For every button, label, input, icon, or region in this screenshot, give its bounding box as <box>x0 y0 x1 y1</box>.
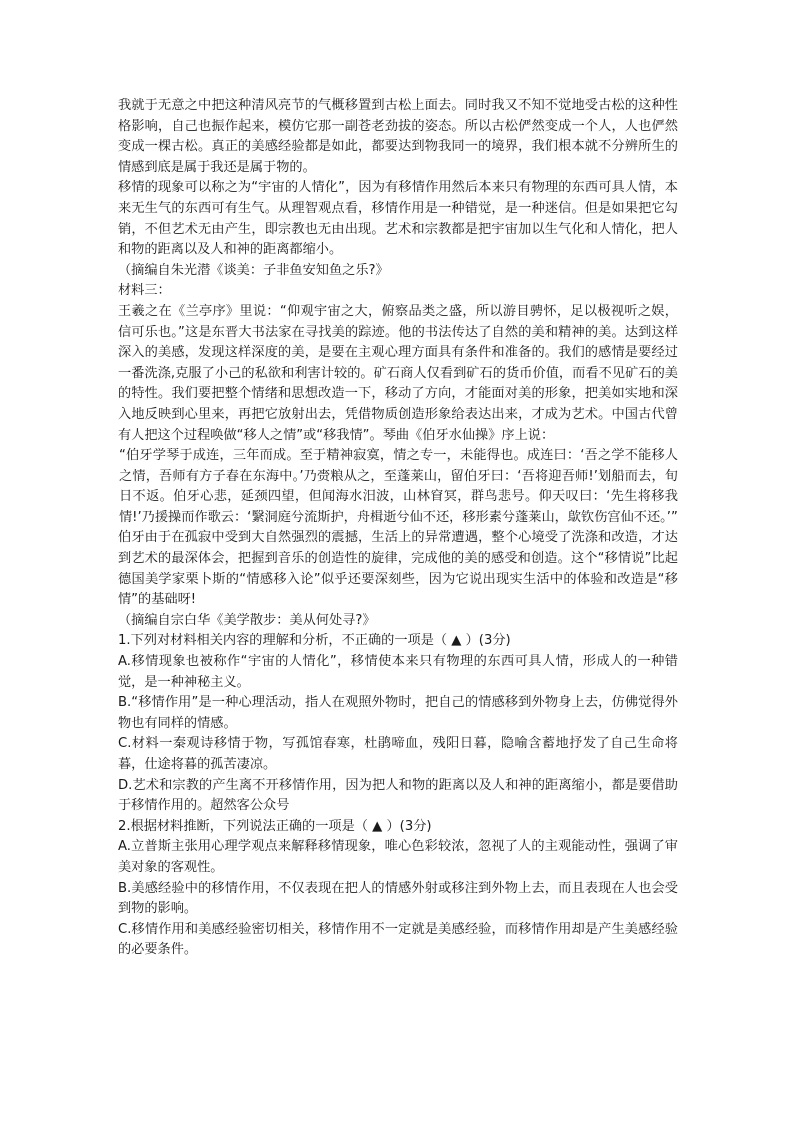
question-stem: 2.根据材料推断，下列说法正确的一项是（ ▲ ）(3分) <box>118 818 432 834</box>
answer-option: C.移情作用和美感经验密切相关，移情作用不一定就是美感经验，而移情作用却是产生美感经验的必要条件。 <box>118 921 678 958</box>
body-paragraph: 我就于无意之中把这种清风亮节的气概移置到古松上面去。同时我又不知不觉地受古松的这种性格影响，自己也振作起来，模仿它那一副苍老劲拔的姿态。所以古松俨然变成一个人，人也俨然变成一棵古松。真正的美感经验都是如此，都要达到物我同一的境界，我们根本就不分辨所生的情感到底是属于我还是属于物的。 <box>118 98 678 175</box>
section-heading: 材料三： <box>118 283 171 299</box>
answer-option: D.艺术和宗教的产生离不开移情作用，因为把人和物的距离以及人和神的距离缩小，都是要借助于移情作用的。超然客公众号 <box>118 777 678 814</box>
answer-option: A.移情现象也被称作“宇宙的人情化”，移情使本来只有物理的东西可具人情，形成人的一种错觉，是一种神秘主义。 <box>118 654 678 690</box>
question-stem: 1.下列对材料相关内容的理解和分析，不正确的一项是（ ▲ ）(3分) <box>118 633 511 649</box>
answer-option: B.美感经验中的移情作用，不仅表现在把人的情感外射或移注到外物上去，而且表现在人也会受到物的影响。 <box>118 880 678 917</box>
answer-option: A.立普斯主张用心理学观点来解释移情现象，唯心色彩较浓，忽视了人的主观能动性，强调了审美对象的客观性。 <box>118 839 678 875</box>
body-paragraph: 移情的现象可以称之为“宇宙的人情化”，因为有移情作用然后本来只有物理的东西可具人情，本来无生气的东西可有生气。从理智观点看，移情作用是一种错觉，是一种迷信。但是如果把它勾销，不但艺术无由产生，即宗教也无由出现。艺术和宗教都是把宇宙加以生气化和人情化，把人和物的距离以及人和神的距离都缩小。 <box>118 180 678 258</box>
body-paragraph: 伯牙由于在孤寂中受到大自然强烈的震撼，生活上的异常遭遇，整个心境受了洗涤和改造，才达到艺术的最深体会，把握到音乐的创造性的旋律，完成他的美的感受和创造。这个“移情说”比起德国美学家栗卜斯的“情感移入论”似乎还要深刻些，因为它说出现实生活中的体验和改造是“移情”的基础呀! <box>118 530 678 608</box>
answer-option: B.“移情作用”是一种心理活动，指人在观照外物时，把自己的情感移到外物身上去，仿佛觉得外物也有同样的情感。 <box>118 695 678 731</box>
source-citation: （摘编自宗白华《美学散步：美从何处寻?》 <box>118 612 376 628</box>
document-page <box>118 96 678 961</box>
quotation-paragraph: “伯牙学琴于成连，三年而成。至于精神寂寞，情之专一，未能得也。成连曰：‘吾之学不能移人之情，吾师有方子春在东海中。’乃赍粮从之，至蓬莱山，留伯牙曰：‘吾将迎吾师!’划船而去，旬日不返。伯牙心悲，延颈四望，但闻海水汨波，山林窅冥，群鸟悲号。仰天叹曰：‘先生将移我情!’乃援操而作歌云：‘繄洞庭兮流斯护，舟楫逝兮仙不还，移形素兮蓬莱山，歍钦伤宫仙不还。’” <box>119 448 678 525</box>
answer-option: C.材料一秦观诗移情于物，写孤馆春寒，杜鹃啼血，残阳日暮，隐喻含蓄地抒发了自己生命将暮，仕途将暮的孤苦凄凉。 <box>118 736 678 772</box>
body-paragraph: 王羲之在《兰亭序》里说：“仰观宇宙之大，俯察品类之盛，所以游目骋怀，足以极视听之娱，信可乐也。”这是东晋大书法家在寻找美的踪迹。他的书法传达了自然的美和精神的美。达到这样深入的美感，发现这样深度的美，是要在主观心理方面具有条件和准备的。我们的感情是要经过一番洗涤,克服了小己的私欲和利害计较的。矿石商人仅看到矿石的货币价值，而看不见矿石的美的特性。我们要把整个情绪和思想改造一下，移动了方向，才能面对美的形象，把美如实地和深入地反映到心里来，再把它放射出去，凭借物质创造形象给表达出来，才成为艺术。中国古代曾有人把这个过程唤做“移人之情”或“移我情”。琴曲《伯牙水仙操》序上说： <box>118 303 678 443</box>
source-citation: （摘编自朱光潜《谈美：子非鱼安知鱼之乐?》 <box>118 262 389 278</box>
